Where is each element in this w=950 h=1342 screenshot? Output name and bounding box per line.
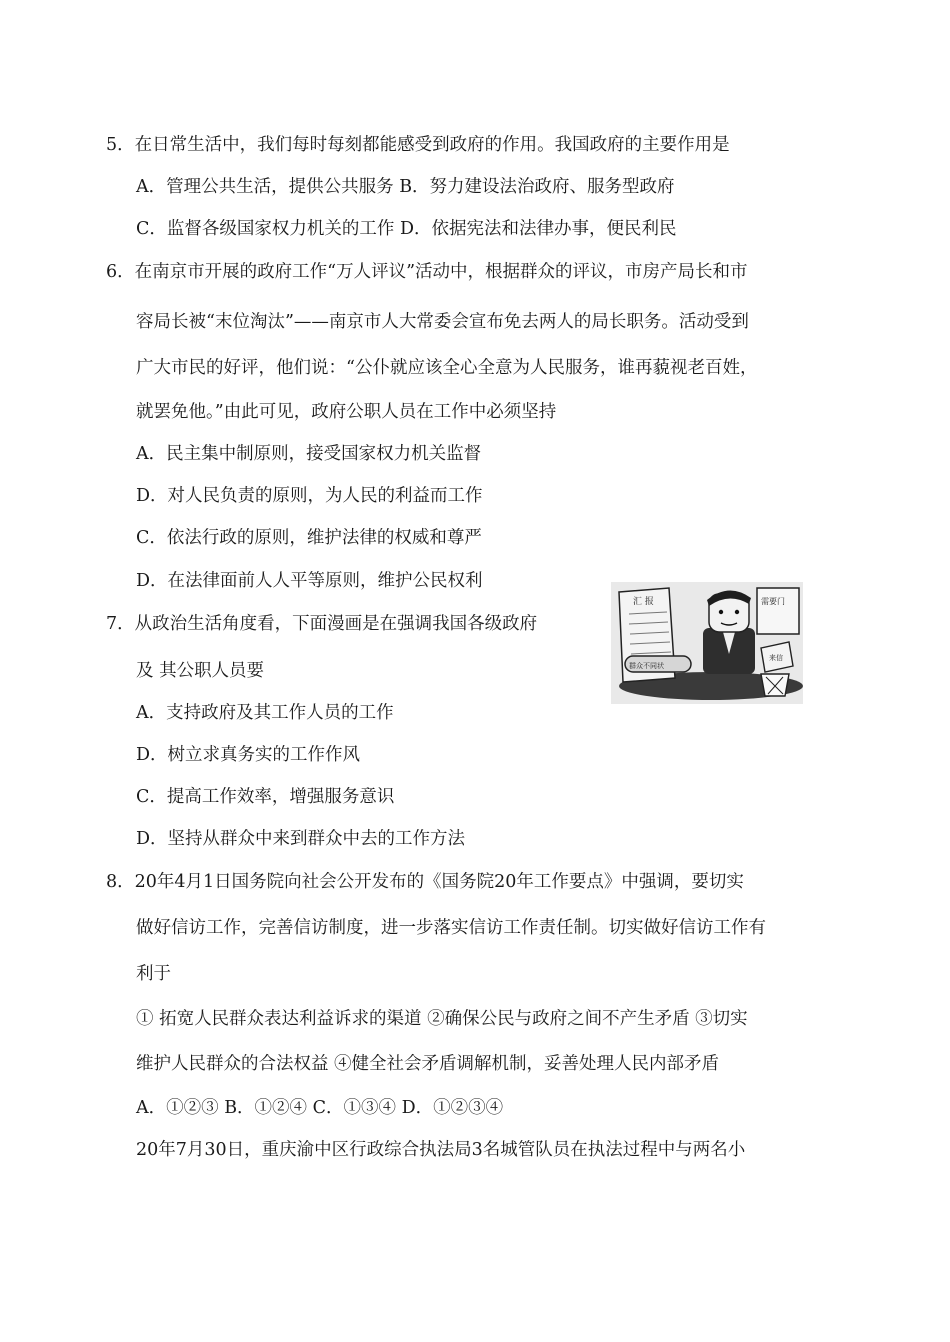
q5-stem: 5．在日常生活中，我们每时每刻都能感受到政府的作用。我国政府的主要作用是	[106, 135, 730, 155]
q7-option-b: D．树立求真务实的工作作风	[136, 745, 361, 765]
q9-stem-line-1: 20年7月30日，重庆渝中区行政综合执法局3名城管队员在执法过程中与两名小	[136, 1140, 746, 1160]
q5-options-ab: A．管理公共生活，提供公共服务 B．努力建设法治政府、服务型政府	[136, 177, 675, 197]
q8-stem-line-2: 做好信访工作，完善信访制度，进一步落实信访工作责任制。切实做好信访工作有	[136, 918, 766, 938]
cartoon-letter	[761, 642, 793, 672]
cartoon-wastebasket	[761, 674, 789, 696]
q7-stem-line-2: 及 其公职人员要	[136, 661, 265, 681]
q6-stem-line-1: 6．在南京市开展的政府工作“万人评议”活动中，根据群众的评议，市房产局长和市	[106, 262, 748, 282]
q6-option-d: D．在法律面前人人平等原则，维护公民权利	[136, 571, 483, 591]
cartoon-door-label: 需要门	[761, 597, 785, 606]
q6-option-a: A．民主集中制原则，接受国家权力机关监督	[136, 444, 482, 464]
q8-items-line-2: 维护人民群众的合法权益 ④健全社会矛盾调解机制，妥善处理人民内部矛盾	[136, 1054, 720, 1074]
q6-option-b: D．对人民负责的原则，为人民的利益而工作	[136, 486, 483, 506]
q8-options: A．①②③ B．①②④ C．①③④ D．①②③④	[136, 1098, 504, 1118]
q6-option-c: C．依法行政的原则，维护法律的权威和尊严	[136, 528, 482, 548]
q6-stem-line-4: 就罢免他。”由此可见，政府公职人员在工作中必须坚持	[136, 402, 557, 422]
cartoon-report-label: 汇 报	[633, 597, 654, 607]
q7-option-d: D．坚持从群众中来到群众中去的工作方法	[136, 829, 466, 849]
q7-option-a: A．支持政府及其工作人员的工作	[136, 703, 394, 723]
cartoon-scroll	[625, 656, 691, 672]
q5-options-cd: C．监督各级国家权力机关的工作 D．依据宪法和法律办事，便民利民	[136, 219, 677, 239]
q8-stem-line-3: 利于	[136, 964, 171, 984]
q6-stem-line-3: 广大市民的好评，他们说：“公仆就应该全心全意为人民服务，谁再藐视老百姓，	[136, 358, 758, 378]
cartoon-scroll-label: 群众不同状	[629, 662, 664, 670]
cartoon-door-sign	[757, 588, 799, 634]
cartoon-letter-label: 来信	[769, 654, 783, 662]
q8-stem-line-1: 8．20年4月1日国务院向社会公开发布的《国务院20年工作要点》中强调，要切实	[106, 872, 744, 892]
political-cartoon-image	[611, 582, 803, 704]
cartoon-official-figure	[703, 590, 755, 674]
q7-stem-line-1: 7．从政治生活角度看，下面漫画是在强调我国各级政府	[106, 614, 538, 634]
q8-items-line-1: ① 拓宽人民群众表达利益诉求的渠道 ②确保公民与政府之间不产生矛盾 ③切实	[136, 1009, 748, 1029]
q6-stem-line-2: 容局长被“末位淘汰”——南京市人大常委会宣布免去两人的局长职务。活动受到	[136, 312, 749, 332]
q7-option-c: C．提高工作效率，增强服务意识	[136, 787, 395, 807]
